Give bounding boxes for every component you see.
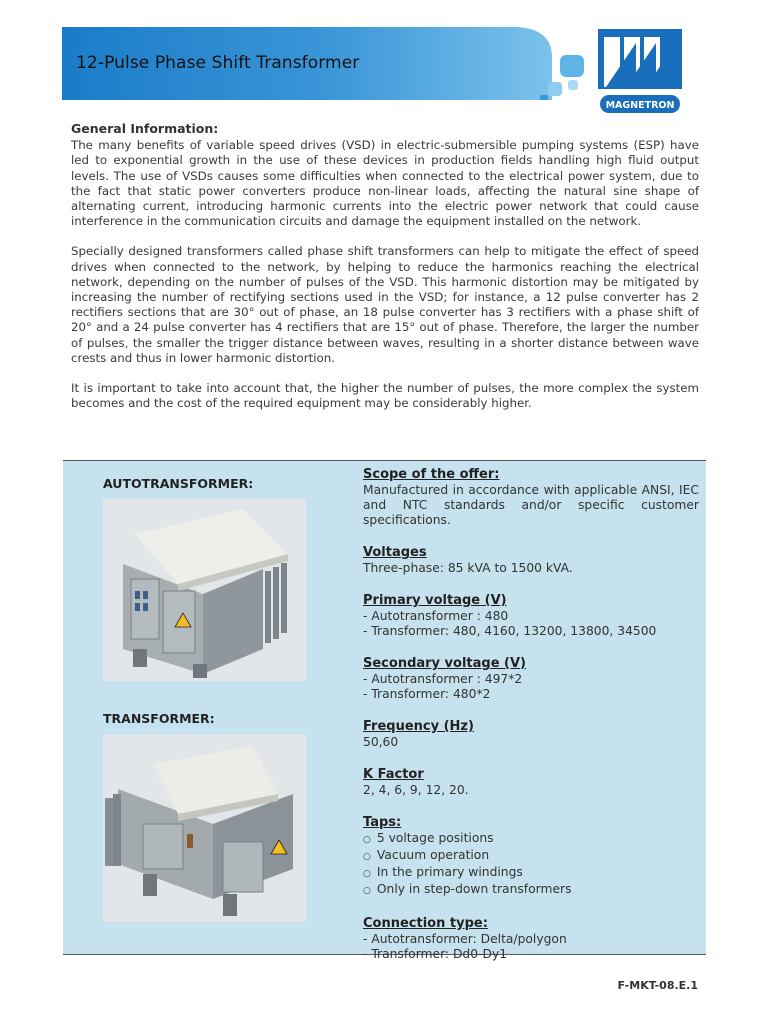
spec-line: - Autotransformer: Delta/polygon [363, 932, 567, 946]
spec-bullet: ○ 5 voltage positions [363, 831, 699, 848]
spec-bullet: ○ Vacuum operation [363, 848, 699, 865]
logo-wordmark: MAGNETRON [605, 100, 675, 111]
spec-body: Three-phase: 85 kVA to 1500 kVA. [363, 561, 573, 575]
spec-taps [363, 815, 699, 899]
spec-line: - Transformer: 480, 4160, 13200, 13800, 34500 [363, 624, 657, 638]
spec-bullet: ○ Only in step-down transformers [363, 882, 699, 899]
spec-title: Primary voltage (V) [363, 593, 507, 608]
spec-title: Voltages [363, 545, 427, 560]
spec-body: Manufactured in accordance with applicable ANSI, IEC and NTC standards and/or specific customer specifications. [363, 483, 699, 527]
autotransformer-image [103, 499, 306, 681]
transformer-label: TRANSFORMER: [103, 711, 215, 726]
spec-voltages [363, 545, 699, 576]
spec-line: - Transformer: Dd0-Dy1 [363, 947, 508, 961]
spec-primary-voltage [363, 593, 699, 639]
document-code: F-MKT-08.E.1 [617, 979, 698, 992]
transformer-image [103, 734, 306, 922]
specifications-column [363, 467, 699, 962]
intro-paragraph-2: Specially designed transformers called phase shift transformers can help to mitigate the effect of speed drives when connected to the network, by helping to reduce the harmonics reaching the electrical network, depending on the number of pulses of the VSD. This harmonic distortion may be mitigated by increasing the number of rectifying sections used in the VSD; for instance, a 12 pulse converter has 2 rectifiers sections that are 30° out of phase, an 18 pulse converter has 3 rectifiers with a phase shift of 20° and a 24 pulse converter has 4 rectifiers that are 15° out of phase. Therefore, the larger the number of pulses, the smaller the trigger distance between waves, resulting in a shorter distance between wave crests and thus in lower harmonic distortion. [71, 244, 699, 365]
spec-title: Taps: [363, 815, 402, 830]
spec-secondary-voltage [363, 656, 699, 702]
spec-title: Scope of the offer: [363, 467, 500, 482]
spec-body: 50,60 [363, 735, 399, 749]
intro-paragraph-3: It is important to take into account that, the higher the number of pulses, the more complex the system becomes and the cost of the required equipment may be considerably higher. [71, 381, 699, 411]
spec-bullet: ○ In the primary windings [363, 865, 699, 882]
page-title: 12-Pulse Phase Shift Transformer [76, 53, 360, 73]
spec-connection-type [363, 916, 699, 962]
intro-paragraph-1: The many benefits of variable speed drives (VSD) in electric-submersible pumping systems (ESP) have led to exponential growth in the use of these devices in production fields handling high fluid output levels. The use of VSDs causes some difficulties when connected to the electrical power system, due to the fact that static power converters produce non-linear loads, affecting the natural sine shape of alternating current, introducing harmonic currents into the electric power network that could cause interference in the communication circuits and damage the equipment installed on the network. [71, 138, 699, 229]
product-images-column [103, 476, 313, 922]
spec-k-factor [363, 767, 699, 798]
spec-frequency [363, 719, 699, 750]
specification-panel [63, 460, 706, 961]
header-banner [62, 27, 592, 100]
spec-body: 2, 4, 6, 9, 12, 20. [363, 783, 469, 797]
section-heading: General Information: [71, 121, 219, 136]
spec-scope [363, 467, 699, 528]
magnetron-logo [596, 27, 684, 120]
general-information-section [71, 121, 699, 426]
spec-title: Connection type: [363, 916, 488, 931]
spec-title: K Factor [363, 767, 424, 782]
spec-line: - Autotransformer : 480 [363, 609, 509, 623]
autotransformer-label: AUTOTRANSFORMER: [103, 476, 254, 491]
spec-title: Frequency (Hz) [363, 719, 474, 734]
spec-line: - Transformer: 480*2 [363, 687, 491, 701]
spec-title: Secondary voltage (V) [363, 656, 527, 671]
spec-line: - Autotransformer : 497*2 [363, 672, 523, 686]
